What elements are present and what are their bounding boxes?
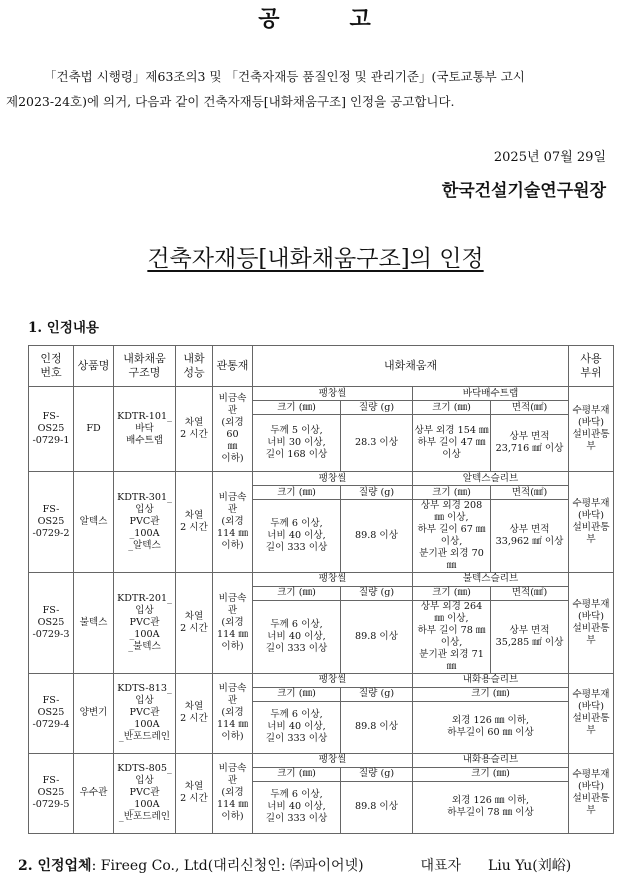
representative-label: 대표자 — [420, 858, 462, 874]
sleeve-area: 상부 면적 33,962 ㎟ 이상 — [491, 500, 569, 573]
cert-number: FS-OS25 -0729-2 — [29, 472, 74, 573]
cert-number: FS-OS25 -0729-4 — [29, 673, 74, 753]
main-title-text: 건축자재등[내화채움구조]의 인정 — [147, 246, 484, 272]
col-size-label: 크기 (㎜) — [413, 401, 491, 415]
material-group-2: 내화용슬리브 — [413, 673, 569, 687]
sleeve-size: 외경 126 ㎜ 이하, 하부길이 78 ㎜ 이상 — [413, 781, 569, 833]
fire-performance: 차열 2 시간 — [176, 753, 213, 833]
usage-area: 수평부재 (바닥) 설비관통 부 — [569, 387, 614, 472]
col-size-label: 크기 (㎜) — [413, 586, 491, 600]
fire-performance: 차열 2 시간 — [176, 387, 213, 472]
material-group-1: 팽창씰 — [253, 387, 413, 401]
table-row — [29, 753, 614, 767]
seal-mass: 89.8 이상 — [341, 781, 413, 833]
col-size-label: 크기 (㎜) — [253, 401, 341, 415]
seal-size: 두께 6 이상, 너비 40 이상, 길이 333 이상 — [253, 701, 341, 753]
seal-size: 두께 6 이상, 너비 40 이상, 길이 333 이상 — [253, 600, 341, 673]
table-row — [29, 572, 614, 586]
company-name: : Fireeg Co., Ltd(대리신청인: ㈜파이어넷) — [91, 858, 364, 874]
header-structure: 내화채움 구조명 — [114, 346, 176, 387]
fire-performance: 차열 2 시간 — [176, 673, 213, 753]
certification-table — [28, 345, 614, 834]
penetrating-pipe: 비금속 관 (외경 114 ㎜ 이하) — [213, 673, 253, 753]
header-usage: 사용 부위 — [569, 346, 614, 387]
title-char: 고 — [349, 6, 373, 32]
col-size-label: 크기 (㎜) — [253, 586, 341, 600]
penetrating-pipe: 비금속 관 (외경 114 ㎜ 이하) — [213, 472, 253, 573]
col-mass-label: 질량 (g) — [341, 486, 413, 500]
header-cert-no: 인정 번호 — [29, 346, 74, 387]
product-name: 알텍스 — [74, 472, 114, 573]
fire-performance: 차열 2 시간 — [176, 472, 213, 573]
sleeve-size: 상부 외경 208 ㎜ 이상, 하부 길이 67 ㎜ 이상, 분기관 외경 70 ㎜ — [413, 500, 491, 573]
sleeve-size: 상부 외경 264 ㎜ 이상, 하부 길이 78 ㎜ 이상, 분기관 외경 71 ㎜ — [413, 600, 491, 673]
col-mass-label: 질량 (g) — [341, 767, 413, 781]
col-area-label: 면적(㎟) — [491, 586, 569, 600]
material-group-1: 팽창씰 — [253, 572, 413, 586]
material-group-2: 내화용슬리브 — [413, 753, 569, 767]
title-char: 공 — [258, 6, 282, 32]
company-info — [18, 855, 571, 875]
header-fill-material: 내화채움재 — [253, 346, 569, 387]
notice-title — [0, 2, 631, 33]
usage-area: 수평부재 (바닥) 설비관통 부 — [569, 572, 614, 673]
product-name: 양변기 — [74, 673, 114, 753]
penetrating-pipe: 비금속 관 (외경 114 ㎜ 이하) — [213, 753, 253, 833]
sleeve-area: 상부 면적 35,285 ㎟ 이상 — [491, 600, 569, 673]
material-group-1: 팽창씰 — [253, 472, 413, 486]
company-label: 2. 인정업체 — [18, 858, 92, 874]
col-size-label: 크기 (㎜) — [253, 486, 341, 500]
notice-date: 2025년 07월 29일 — [493, 150, 606, 165]
sleeve-size: 외경 126 ㎜ 이하, 하부길이 60 ㎜ 이상 — [413, 701, 569, 753]
usage-area: 수평부재 (바닥) 설비관통 부 — [569, 753, 614, 833]
product-name: FD — [74, 387, 114, 472]
seal-size: 두께 6 이상, 너비 40 이상, 길이 333 이상 — [253, 781, 341, 833]
section-heading: 1. 인정내용 — [28, 320, 99, 336]
fire-performance: 차열 2 시간 — [176, 572, 213, 673]
cert-number: FS-OS25 -0729-1 — [29, 387, 74, 472]
material-group-2: 바닥배수트랩 — [413, 387, 569, 401]
penetrating-pipe: 비금속 관 (외경 60 ㎜ 이하) — [213, 387, 253, 472]
material-group-1: 팽창씰 — [253, 673, 413, 687]
seal-mass: 89.8 이상 — [341, 500, 413, 573]
intro-line-1: 「건축법 시행령」제63조의3 및 「건축자재등 품질인정 및 관리기준」(국토교통부 고시 — [44, 69, 525, 84]
col-size-label: 크기 (㎜) — [413, 767, 569, 781]
representative-name: Liu Yu(刘峪) — [487, 858, 572, 874]
col-mass-label: 질량 (g) — [341, 401, 413, 415]
structure-name: KDTR-301_ 입상 PVC관_100A _알텍스 — [114, 472, 176, 573]
header-product: 상품명 — [74, 346, 114, 387]
product-name: 우수관 — [74, 753, 114, 833]
material-group-2: 불텍스슬리브 — [413, 572, 569, 586]
col-mass-label: 질량 (g) — [341, 687, 413, 701]
material-group-2: 알텍스슬리브 — [413, 472, 569, 486]
structure-name: KDTS-813_ 입상 PVC관_100A _반포드레인 — [114, 673, 176, 753]
col-area-label: 면적(㎟) — [491, 401, 569, 415]
usage-area: 수평부재 (바닥) 설비관통 부 — [569, 472, 614, 573]
col-size-label: 크기 (㎜) — [253, 687, 341, 701]
col-size-label: 크기 (㎜) — [413, 687, 569, 701]
main-title — [0, 240, 631, 273]
col-size-label: 크기 (㎜) — [413, 486, 491, 500]
penetrating-pipe: 비금속 관 (외경 114 ㎜ 이하) — [213, 572, 253, 673]
usage-area: 수평부재 (바닥) 설비관통 부 — [569, 673, 614, 753]
col-area-label: 면적(㎟) — [491, 486, 569, 500]
col-mass-label: 질량 (g) — [341, 586, 413, 600]
table-row — [29, 387, 614, 401]
structure-name: KDTR-101_ 바닥 배수트랩 — [114, 387, 176, 472]
structure-name: KDTR-201_ 입상 PVC관_100A _불텍스 — [114, 572, 176, 673]
structure-name: KDTS-805_ 입상 PVC관_100A _반포드레인 — [114, 753, 176, 833]
seal-size: 두께 5 이상, 너비 30 이상, 길이 168 이상 — [253, 415, 341, 472]
header-pipe: 관통재 — [213, 346, 253, 387]
table-row — [29, 673, 614, 687]
cert-number: FS-OS25 -0729-3 — [29, 572, 74, 673]
header-performance: 내화 성능 — [176, 346, 213, 387]
cert-number: FS-OS25 -0729-5 — [29, 753, 74, 833]
seal-mass: 89.8 이상 — [341, 600, 413, 673]
seal-mass: 89.8 이상 — [341, 701, 413, 753]
material-group-1: 팽창씰 — [253, 753, 413, 767]
table-row — [29, 472, 614, 486]
sleeve-size: 상부 외경 154 ㎜ 하부 길이 47 ㎜ 이상 — [413, 415, 491, 472]
col-size-label: 크기 (㎜) — [253, 767, 341, 781]
issuer: 한국건설기술연구원장 — [441, 181, 606, 201]
intro-line-2: 제2023-24호)에 의거, 다음과 같이 건축자재등[내화채움구조] 인정을 공고합니다. — [6, 94, 455, 109]
sleeve-area: 상부 면적 23,716 ㎟ 이상 — [491, 415, 569, 472]
seal-size: 두께 6 이상, 너비 40 이상, 길이 333 이상 — [253, 500, 341, 573]
product-name: 불텍스 — [74, 572, 114, 673]
seal-mass: 28.3 이상 — [341, 415, 413, 472]
